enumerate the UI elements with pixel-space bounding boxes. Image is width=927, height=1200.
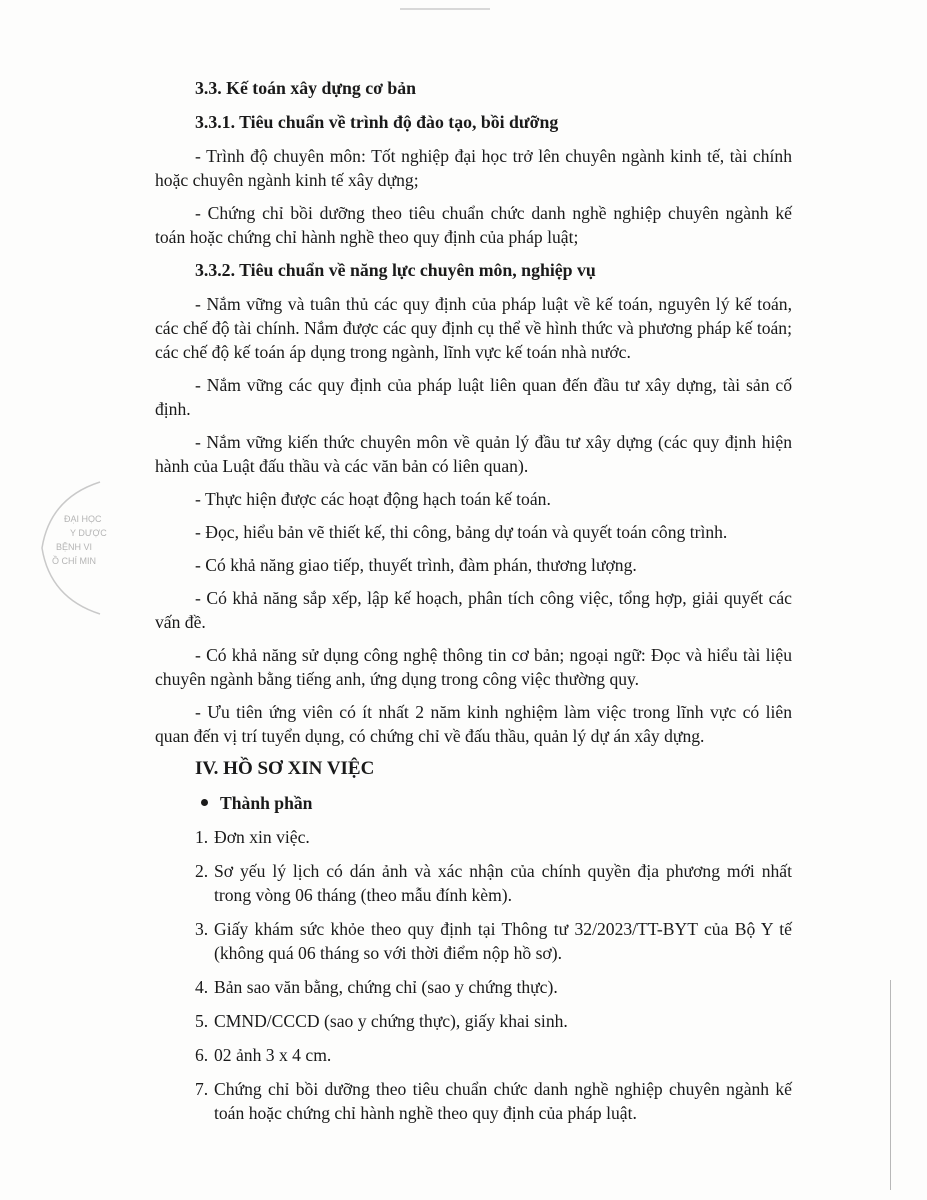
paragraph: - Có khả năng giao tiếp, thuyết trình, đàm phán, thương lượng. [195,555,637,575]
section-3-3-title: 3.3. Kế toán xây dựng cơ bản [195,78,417,98]
list-item-number: 6. [195,1045,209,1065]
document-body [155,76,792,1135]
paragraph: - Nắm vững và tuân thủ các quy định của pháp luật về kế toán, nguyên lý kế toán, các chế độ tài chính. Nắm được các quy định cụ thể về hình thức và phương pháp kế toán; các chế độ kế toán áp dụng trong ngành, lĩnh vực kế toán nhà nước. [155,294,792,362]
partial-stamp-seal [30,478,108,618]
paragraph: - Thực hiện được các hoạt động hạch toán kế toán. [195,489,551,509]
list-item [195,1009,792,1033]
list-item [195,1043,792,1067]
section-3-3-1-title: 3.3.1. Tiêu chuẩn về trình độ đào tạo, bồi dưỡng [195,112,559,132]
section-4-title: IV. HỒ SƠ XIN VIỆC [195,758,375,779]
paragraph: - Nắm vững kiến thức chuyên môn về quản lý đầu tư xây dựng (các quy định hiện hành của Luật đấu thầu và các văn bản có liên quan). [155,432,792,476]
paragraph: - Chứng chỉ bồi dưỡng theo tiêu chuẩn chức danh nghề nghiệp chuyên ngành kế toán hoặc chứng chỉ hành nghề theo quy định của pháp luật; [155,203,792,247]
components-heading [195,791,792,815]
components-heading-label: Thành phần [220,793,313,813]
paragraph: - Có khả năng sử dụng công nghệ thông tin cơ bản; ngoại ngữ: Đọc và hiểu tài liệu chuyên ngành bằng tiếng anh, ứng dụng trong công việc thường quy. [155,645,792,689]
list-item [195,859,792,907]
list-item-number: 7. [195,1079,209,1099]
section-3-3-2-title: 3.3.2. Tiêu chuẩn về năng lực chuyên môn, nghiệp vụ [195,260,596,280]
list-item-text: CMND/CCCD (sao y chứng thực), giấy khai sinh. [214,1011,568,1031]
paragraph: - Có khả năng sắp xếp, lập kế hoạch, phân tích công việc, tổng hợp, giải quyết các vấn đề. [155,588,792,632]
paragraph: - Đọc, hiểu bản vẽ thiết kế, thi công, bảng dự toán và quyết toán công trình. [195,522,728,542]
list-item [195,825,792,849]
list-item-text: Bản sao văn bằng, chứng chỉ (sao y chứng thực). [214,977,558,997]
list-item-text: Đơn xin việc. [214,827,310,847]
paragraph: - Nắm vững các quy định của pháp luật liên quan đến đầu tư xây dựng, tài sản cố định. [155,375,792,419]
list-item [195,917,792,965]
paragraph: - Trình độ chuyên môn: Tốt nghiệp đại học trở lên chuyên ngành kinh tế, tài chính hoặc chuyên ngành kinh tế xây dựng; [155,146,792,190]
svg-text:ĐẠI HỌC: ĐẠI HỌC [64,514,102,524]
list-item-text: Chứng chỉ bồi dưỡng theo tiêu chuẩn chức danh nghề nghiệp chuyên ngành kế toán hoặc chứng chỉ hành nghề theo quy định của pháp luật. [214,1079,792,1123]
list-item-number: 2. [195,861,209,881]
list-item [195,975,792,999]
documents-list [195,825,792,1125]
list-item-number: 5. [195,1011,209,1031]
list-item-text: Sơ yếu lý lịch có dán ảnh và xác nhận của chính quyền địa phương mới nhất trong vòng 06 tháng (theo mẫu đính kèm). [214,861,792,905]
list-item [195,1077,792,1125]
svg-text:Ồ CHÍ MIN: Ồ CHÍ MIN [52,556,96,566]
list-item-number: 1. [195,827,209,847]
list-item-text: Giấy khám sức khỏe theo quy định tại Thông tư 32/2023/TT-BYT của Bộ Y tế (không quá 06 tháng so với thời điểm nộp hồ sơ). [214,919,792,963]
svg-text:Y DƯỢC: Y DƯỢC [70,528,107,538]
scan-artifact-margin-line [890,980,891,1190]
bullet-icon [201,799,208,806]
list-item-number: 4. [195,977,209,997]
svg-text:BỆNH VI: BỆNH VI [56,542,93,552]
list-item-text: 02 ảnh 3 x 4 cm. [214,1045,332,1065]
paragraph: - Ưu tiên ứng viên có ít nhất 2 năm kinh nghiệm làm việc trong lĩnh vực có liên quan đến vị trí tuyển dụng, có chứng chỉ về đấu thầu, quản lý dự án xây dựng. [155,702,792,746]
list-item-number: 3. [195,919,209,939]
scan-artifact-top [400,8,490,10]
